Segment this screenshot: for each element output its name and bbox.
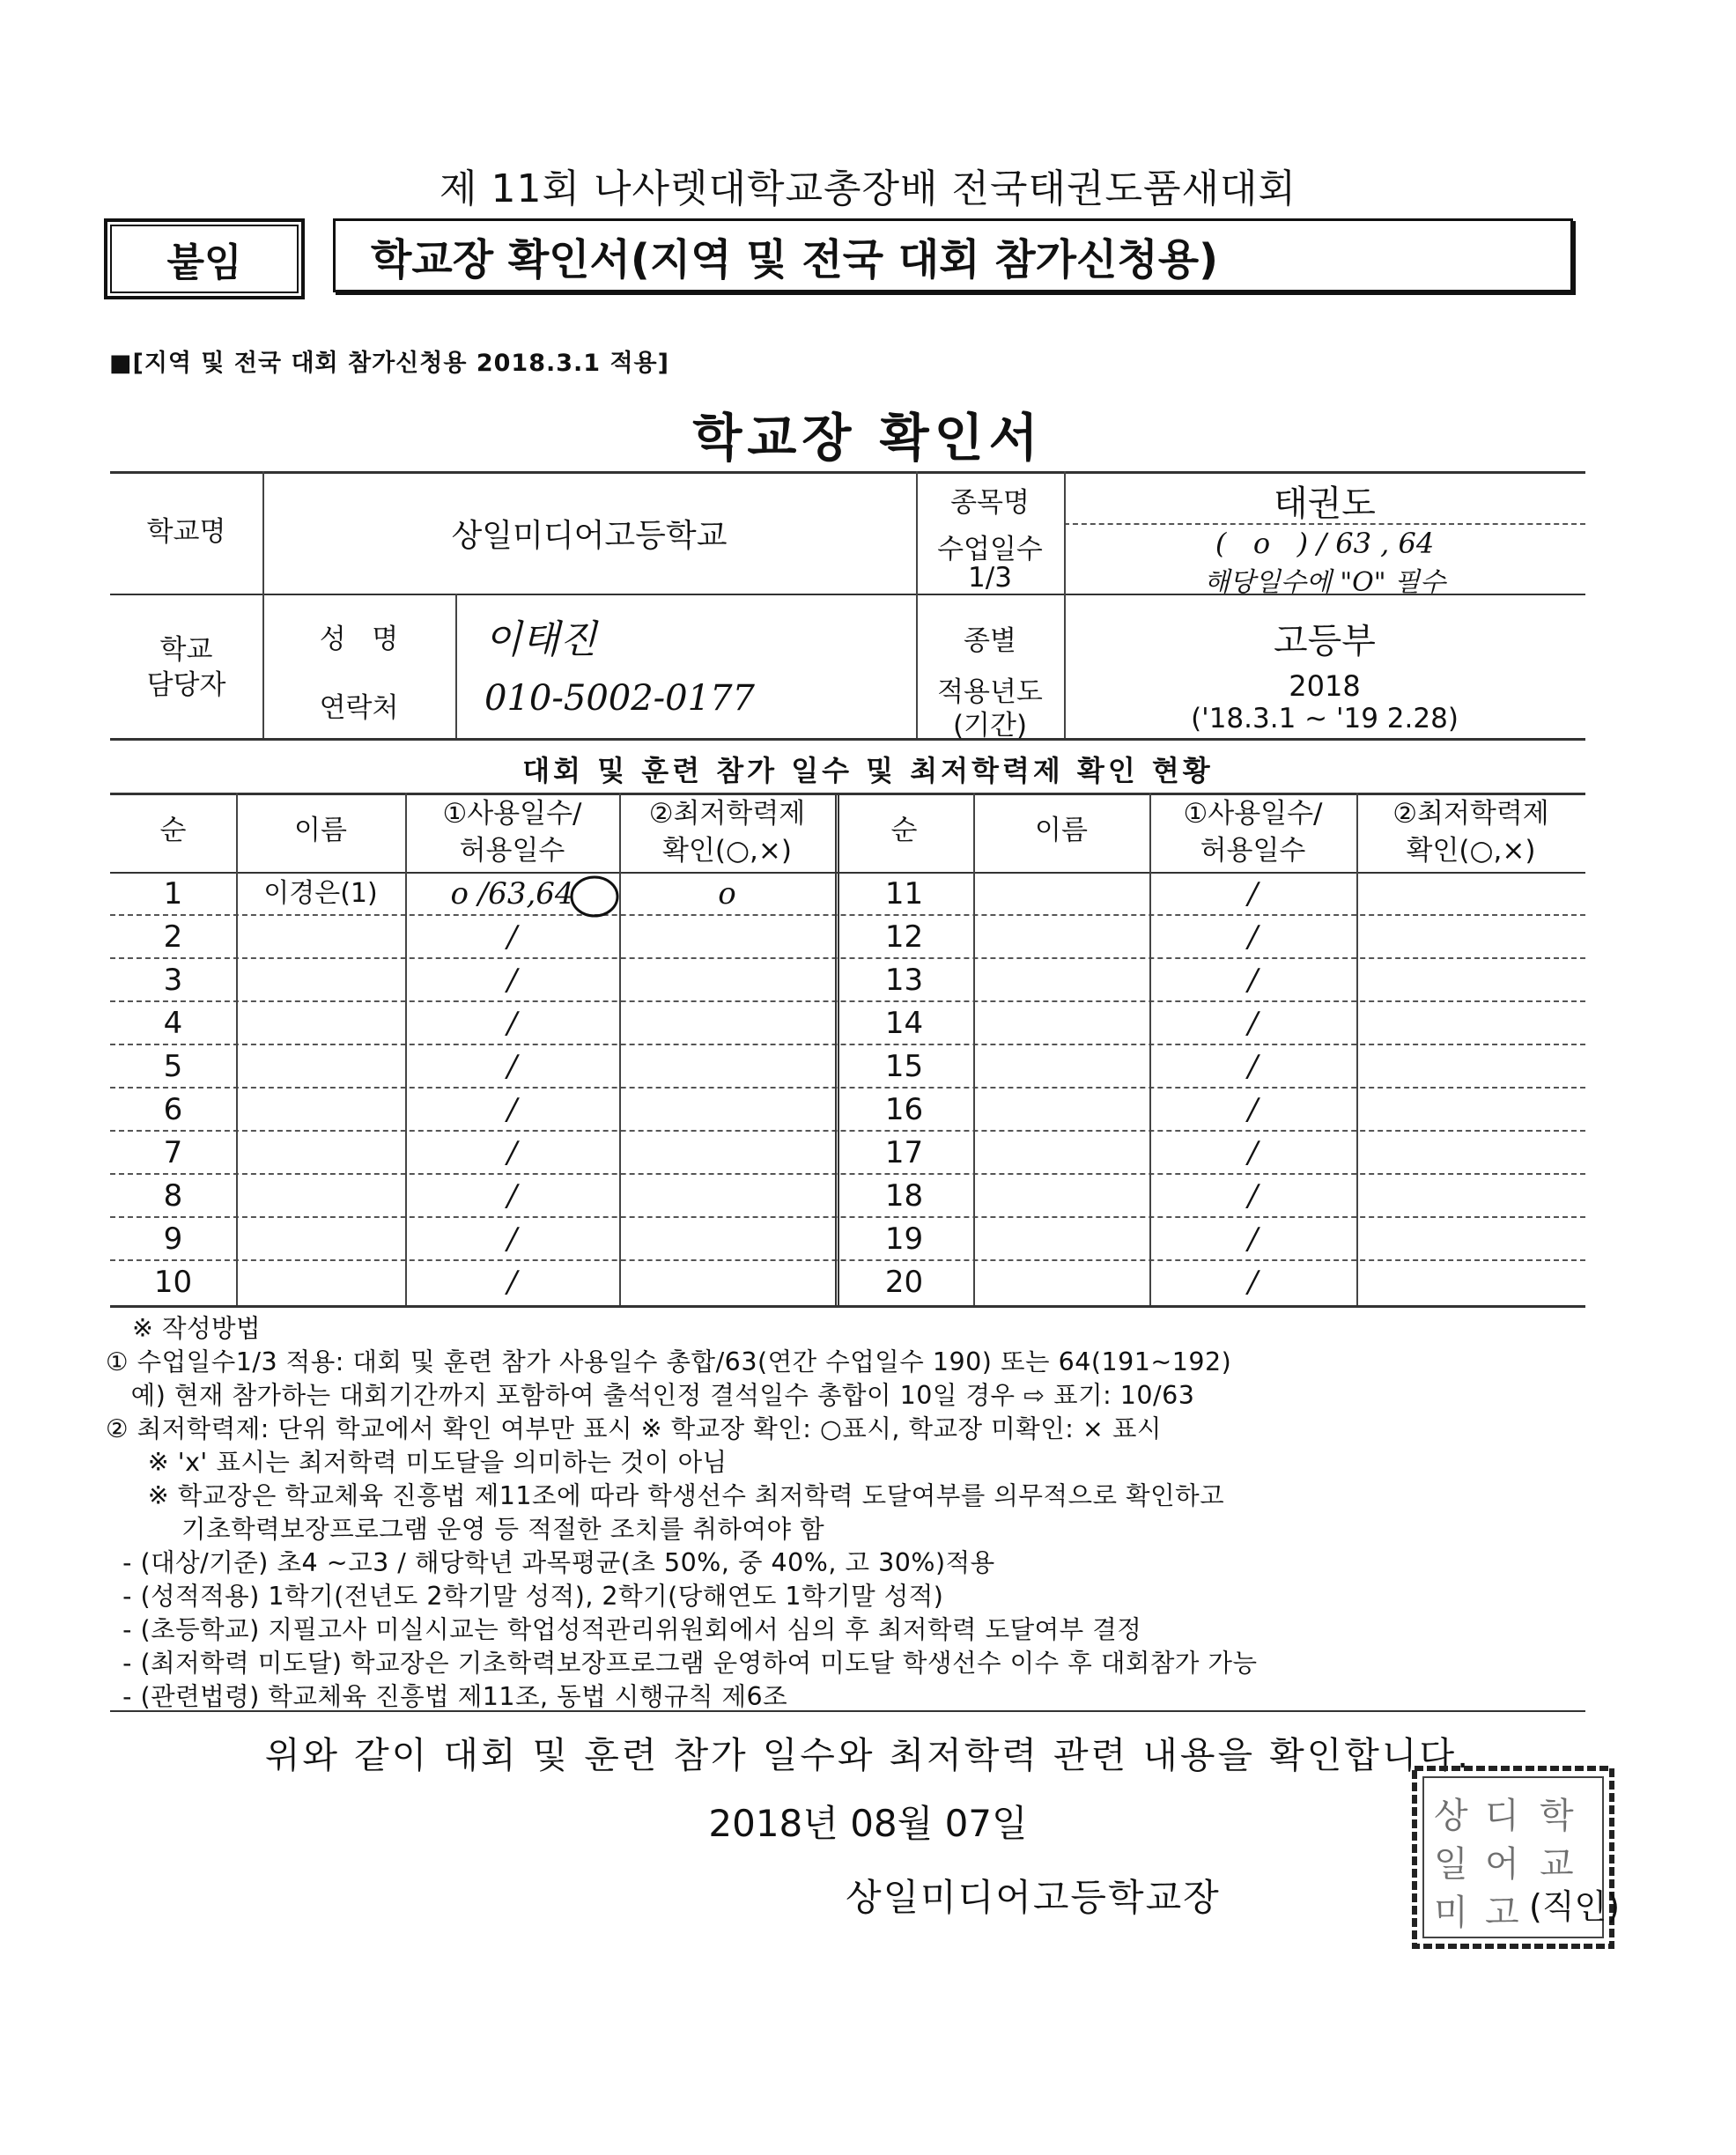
row-number: 7 xyxy=(163,1135,183,1170)
row-days: / xyxy=(1247,1265,1259,1300)
row-name xyxy=(236,1002,405,1044)
row-check xyxy=(1356,1261,1585,1303)
row-number: 10 xyxy=(153,1265,193,1300)
row-name xyxy=(973,916,1149,958)
row-name xyxy=(236,1089,405,1131)
row-number: 13 xyxy=(884,963,924,998)
row-days: / xyxy=(1247,1135,1259,1170)
row-name xyxy=(973,1132,1149,1174)
applied-note: ■[지역 및 전국 대회 참가신청용 2018.3.1 적용] xyxy=(109,350,669,377)
note-line: ※ 'x' 표시는 최저학력 미도달을 의미하는 것이 아님 xyxy=(106,1448,728,1477)
selected-64-circle xyxy=(568,874,621,919)
row-name xyxy=(973,959,1149,1001)
row-number: 3 xyxy=(163,963,183,998)
event-title: 제 11회 나사렛대학교총장배 전국태권도품새대회 xyxy=(439,166,1297,211)
row-days: / xyxy=(1247,963,1259,998)
note-line: ※ 학교장은 학교체육 진흥법 제11조에 따라 학생선수 최저학력 도달여부를 의무적으로 확인하고 xyxy=(106,1481,1225,1510)
row-days: / xyxy=(506,1178,518,1214)
row-name: 이경은(1) xyxy=(263,878,378,909)
row-days: / xyxy=(1247,1049,1259,1084)
svg-text:교: 교 xyxy=(1540,1844,1574,1885)
manager-label-2: 담당자 xyxy=(146,669,226,701)
row-days: / xyxy=(506,1221,518,1257)
row-days: / xyxy=(1247,1006,1259,1041)
col-days-right-2: 허용일수 xyxy=(1200,835,1306,867)
note-line: - (성적적용) 1학기(전년도 2학기말 성적), 2학기(당해연도 1학기말 성적) xyxy=(106,1582,944,1611)
row-days: / xyxy=(506,1006,518,1041)
svg-text:미: 미 xyxy=(1434,1893,1468,1933)
row-name xyxy=(236,959,405,1001)
notes-title: ※ 작성방법 xyxy=(132,1314,262,1343)
svg-text:일: 일 xyxy=(1434,1844,1468,1885)
row-check xyxy=(1356,1089,1585,1131)
col-days-left: ①사용일수/ xyxy=(442,798,582,830)
svg-text:고: 고 xyxy=(1485,1893,1519,1933)
row-check: o xyxy=(718,876,736,911)
row-number: 14 xyxy=(884,1006,924,1041)
class-days-value: ( o ) / 63 , 64 xyxy=(1215,527,1435,560)
note-line: - (관련법령) 학교체육 진흥법 제11조, 동법 시행규칙 제6조 xyxy=(106,1682,788,1711)
row-name xyxy=(236,1045,405,1088)
col-name-left: 이름 xyxy=(294,815,347,846)
row-number: 6 xyxy=(163,1092,183,1127)
row-number: 1 xyxy=(163,876,183,911)
row-number: 19 xyxy=(884,1221,924,1257)
confirm-statement: 위와 같이 대회 및 훈련 참가 일수와 최저학력 관련 내용을 확인합니다. xyxy=(264,1734,1472,1776)
row-number: 20 xyxy=(884,1265,924,1300)
sport-label: 종목명 xyxy=(950,487,1030,519)
row-check xyxy=(1356,1132,1585,1174)
note-line: - (초등학교) 지필고사 미실시교는 학업성적관리위원회에서 심의 후 최저학력 도달여부 결정 xyxy=(106,1615,1142,1644)
row-number: 12 xyxy=(884,919,924,955)
row-days: / xyxy=(506,963,518,998)
col-no-left: 순 xyxy=(159,815,187,846)
row-check xyxy=(1356,1175,1585,1217)
col-min-right-2: 확인(○,×) xyxy=(1406,835,1536,867)
row-check xyxy=(619,959,835,1001)
row-number: 11 xyxy=(884,876,924,911)
table-section-title: 대회 및 훈련 참가 일수 및 최저학력제 확인 현황 xyxy=(522,754,1214,787)
notes-list xyxy=(106,1346,1258,1714)
col-min-left: ②최저학력제 xyxy=(648,798,806,830)
row-name xyxy=(973,1089,1149,1131)
row-check xyxy=(619,1132,835,1174)
row-number: 16 xyxy=(884,1092,924,1127)
svg-text:(직인): (직인) xyxy=(1529,1887,1619,1926)
row-number: 17 xyxy=(884,1135,924,1170)
row-check xyxy=(1356,916,1585,958)
contact-label: 연락처 xyxy=(319,692,399,724)
row-days: o /63,64 xyxy=(450,876,574,911)
svg-text:학: 학 xyxy=(1540,1796,1574,1836)
svg-text:상: 상 xyxy=(1434,1796,1468,1836)
row-name xyxy=(973,1175,1149,1217)
class-days-label: 수업일수 xyxy=(937,534,1043,565)
category-label: 종별 xyxy=(964,625,1016,657)
document-title: 학교장 확인서(지역 및 전국 대회 참가신청용) xyxy=(333,218,1573,292)
col-min-left-2: 확인(○,×) xyxy=(662,835,792,867)
period-value: ('18.3.1 ~ '19 2.28) xyxy=(1191,703,1459,734)
year-label: 적용년도 xyxy=(937,676,1043,708)
row-number: 15 xyxy=(884,1049,924,1084)
row-check xyxy=(619,1218,835,1260)
attachment-label: 붙임 xyxy=(104,218,305,299)
school-name: 상일미디어고등학교 xyxy=(451,518,728,554)
manager-label: 학교 xyxy=(159,634,213,666)
row-name xyxy=(973,1261,1149,1303)
col-days-right: ①사용일수/ xyxy=(1183,798,1323,830)
category: 고등부 xyxy=(1274,621,1376,661)
contact-number: 010-5002-0177 xyxy=(484,678,755,719)
note-line: - (최저학력 미도달) 학교장은 기초학력보장프로그램 운영하여 미도달 학생선수 이수 후 대회참가 가능 xyxy=(106,1649,1258,1678)
row-check xyxy=(619,1089,835,1131)
name-label: 성 명 xyxy=(319,624,399,655)
row-check xyxy=(619,916,835,958)
year-value: 2018 xyxy=(1289,669,1361,703)
row-number: 2 xyxy=(163,919,183,955)
row-name xyxy=(973,1218,1149,1260)
row-days: / xyxy=(506,1265,518,1300)
row-number: 9 xyxy=(163,1221,183,1257)
row-number: 8 xyxy=(163,1178,183,1214)
svg-text:어: 어 xyxy=(1485,1844,1519,1885)
row-number: 18 xyxy=(884,1178,924,1214)
row-check xyxy=(1356,873,1585,915)
note-line: ② 최저학력제: 단위 학교에서 확인 여부만 표시 ※ 학교장 확인: ○표시, 학교장 미확인: × 표시 xyxy=(106,1414,1162,1443)
row-days: / xyxy=(1247,876,1259,911)
row-days: / xyxy=(506,1049,518,1084)
row-days: / xyxy=(1247,1092,1259,1127)
principal-seal xyxy=(1407,1761,1619,1953)
row-days: / xyxy=(1247,1178,1259,1214)
manager-name: 이태진 xyxy=(484,617,597,662)
row-name xyxy=(973,1045,1149,1088)
note-line: 기초학력보장프로그램 운영 등 적절한 조치를 취하여야 함 xyxy=(106,1515,825,1544)
row-number: 5 xyxy=(163,1049,183,1084)
row-days: / xyxy=(506,1135,518,1170)
row-name xyxy=(236,916,405,958)
row-days: / xyxy=(1247,919,1259,955)
row-check xyxy=(1356,1002,1585,1044)
row-days: / xyxy=(1247,1221,1259,1257)
row-name xyxy=(236,1218,405,1260)
note-line: ① 수업일수1/3 적용: 대회 및 훈련 참가 사용일수 총합/63(연간 수업일수 190) 또는 64(191~192) xyxy=(106,1347,1232,1376)
class-days-fraction-label: 1/3 xyxy=(968,562,1012,594)
confirm-date: 2018년 08월 07일 xyxy=(708,1802,1028,1845)
note-line: - (대상/기준) 초4 ~고3 / 해당학년 과목평균(초 50%, 중 40%, 고 30%)적용 xyxy=(106,1548,995,1577)
col-no-right: 순 xyxy=(890,815,918,846)
row-check xyxy=(1356,1218,1585,1260)
row-name xyxy=(973,1002,1149,1044)
col-min-right: ②최저학력제 xyxy=(1392,798,1549,830)
row-check xyxy=(1356,1045,1585,1088)
row-days: / xyxy=(506,919,518,955)
row-name xyxy=(973,873,1149,915)
row-days: / xyxy=(506,1092,518,1127)
row-check xyxy=(619,1045,835,1088)
row-check xyxy=(619,1175,835,1217)
sport: 태권도 xyxy=(1274,483,1376,524)
row-check xyxy=(619,1002,835,1044)
row-name xyxy=(236,1132,405,1174)
row-check xyxy=(619,1261,835,1303)
period-label: (기간) xyxy=(952,710,1028,742)
col-days-left-2: 허용일수 xyxy=(459,835,565,867)
main-title: 학교장 확인서 xyxy=(692,408,1044,468)
class-days-note: 해당일수에 "O" 필수 xyxy=(1203,567,1446,598)
school-name-label: 학교명 xyxy=(146,516,226,548)
note-line: 예) 현재 참가하는 대회기간까지 포함하여 출석인정 결석일수 총합이 10일 경우 ⇨ 표기: 10/63 xyxy=(106,1381,1195,1410)
col-name-right: 이름 xyxy=(1035,815,1088,846)
row-number: 4 xyxy=(163,1006,183,1041)
row-check xyxy=(1356,959,1585,1001)
row-name xyxy=(236,1261,405,1303)
svg-text:디: 디 xyxy=(1485,1796,1519,1836)
principal-title: 상일미디어고등학교장 xyxy=(846,1876,1221,1919)
row-name xyxy=(236,1175,405,1217)
